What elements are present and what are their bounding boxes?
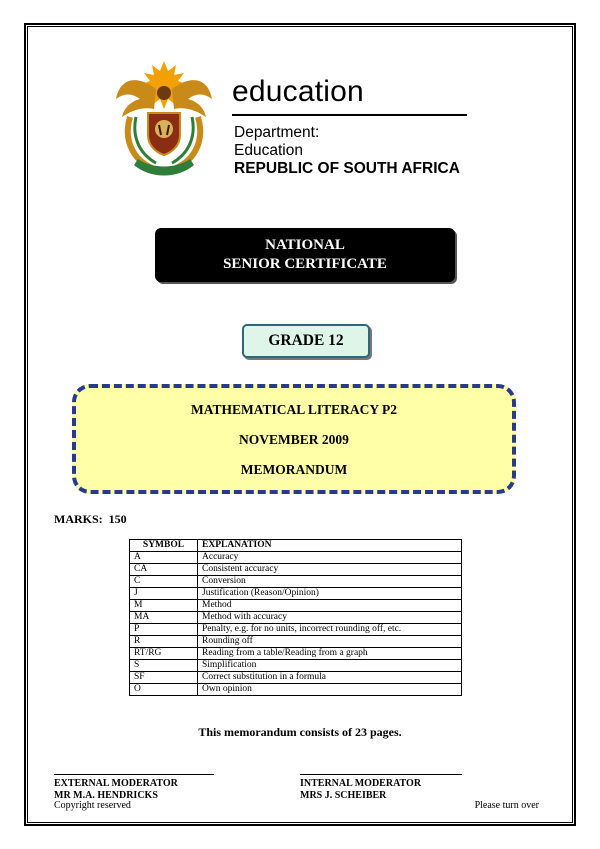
table-row [130,600,462,612]
paper-type: MEMORANDUM [240,462,348,477]
internal-moderator-block [300,778,421,802]
table-row [130,588,462,600]
department-name: Education [234,142,303,159]
symbols-table-body [130,552,462,696]
department-heading [232,72,460,177]
table-row [130,624,462,636]
symbol-cell: CA [130,564,198,576]
table-row [130,552,462,564]
external-moderator-title: EXTERNAL MODERATOR [54,778,178,789]
explanation-cell: Correct substitution in a formula [198,672,462,684]
explanation-cell: Method [198,600,462,612]
internal-moderator-title: INTERNAL MODERATOR [300,778,422,789]
internal-moderator-name: MRS J. SCHEIBER [300,790,387,801]
table-row [130,660,462,672]
external-moderator-name: MR M.A. HENDRICKS [54,790,158,801]
explanation-cell: Justification (Reason/Opinion) [198,588,462,600]
explanation-cell: Penalty, e.g. for no units, incorrect rounding off, etc. [198,624,462,636]
national-senior-certificate-banner [155,228,455,282]
country-name: REPUBLIC OF SOUTH AFRICA [234,160,460,177]
explanation-cell: Method with accuracy [198,612,462,624]
external-moderator-signature-line [54,774,214,775]
column-header-symbol: SYMBOL [130,540,198,552]
internal-moderator-signature-line [300,774,462,775]
paper-title-box [72,384,516,494]
paper-subject: MATHEMATICAL LITERACY P2 [190,402,397,417]
wordmark-underline [232,114,467,116]
table-row [130,612,462,624]
symbol-cell: R [130,636,198,648]
table-row [130,564,462,576]
explanation-cell: Rounding off [198,636,462,648]
explanation-cell: Reading from a table/Reading from a graph [198,648,462,660]
table-row [130,576,462,588]
explanation-cell: Simplification [198,660,462,672]
table-row [130,636,462,648]
department-label: Department: [234,124,320,141]
marks-total: MARKS: 150 [54,512,127,526]
symbol-cell: S [130,660,198,672]
coat-of-arms-logo [110,55,218,180]
education-wordmark: education [232,75,364,108]
explanation-cell: Accuracy [198,552,462,564]
banner-line-1: NATIONAL [265,237,345,253]
banner-line-2: SENIOR CERTIFICATE [223,256,387,272]
symbol-cell: O [130,684,198,696]
symbol-cell: J [130,588,198,600]
symbol-cell: RT/RG [130,648,198,660]
symbol-cell: C [130,576,198,588]
grade-badge: GRADE 12 [242,324,370,358]
symbol-cell: A [130,552,198,564]
column-header-explanation: EXPLANATION [198,540,462,552]
page-count-note: This memorandum consists of 23 pages. [198,725,402,739]
symbol-cell: M [130,600,198,612]
turn-over-notice: Please turn over [474,800,539,811]
paper-date: NOVEMBER 2009 [239,432,349,447]
table-row [130,648,462,660]
table-header-row [130,540,462,552]
explanation-cell: Conversion [198,576,462,588]
explanation-cell: Own opinion [198,684,462,696]
external-moderator-block [54,778,178,802]
table-row [130,672,462,684]
copyright-notice: Copyright reserved [54,800,131,811]
symbol-cell: SF [130,672,198,684]
symbols-table [129,539,462,696]
symbol-cell: P [130,624,198,636]
table-row [130,684,462,696]
symbol-cell: MA [130,612,198,624]
explanation-cell: Consistent accuracy [198,564,462,576]
